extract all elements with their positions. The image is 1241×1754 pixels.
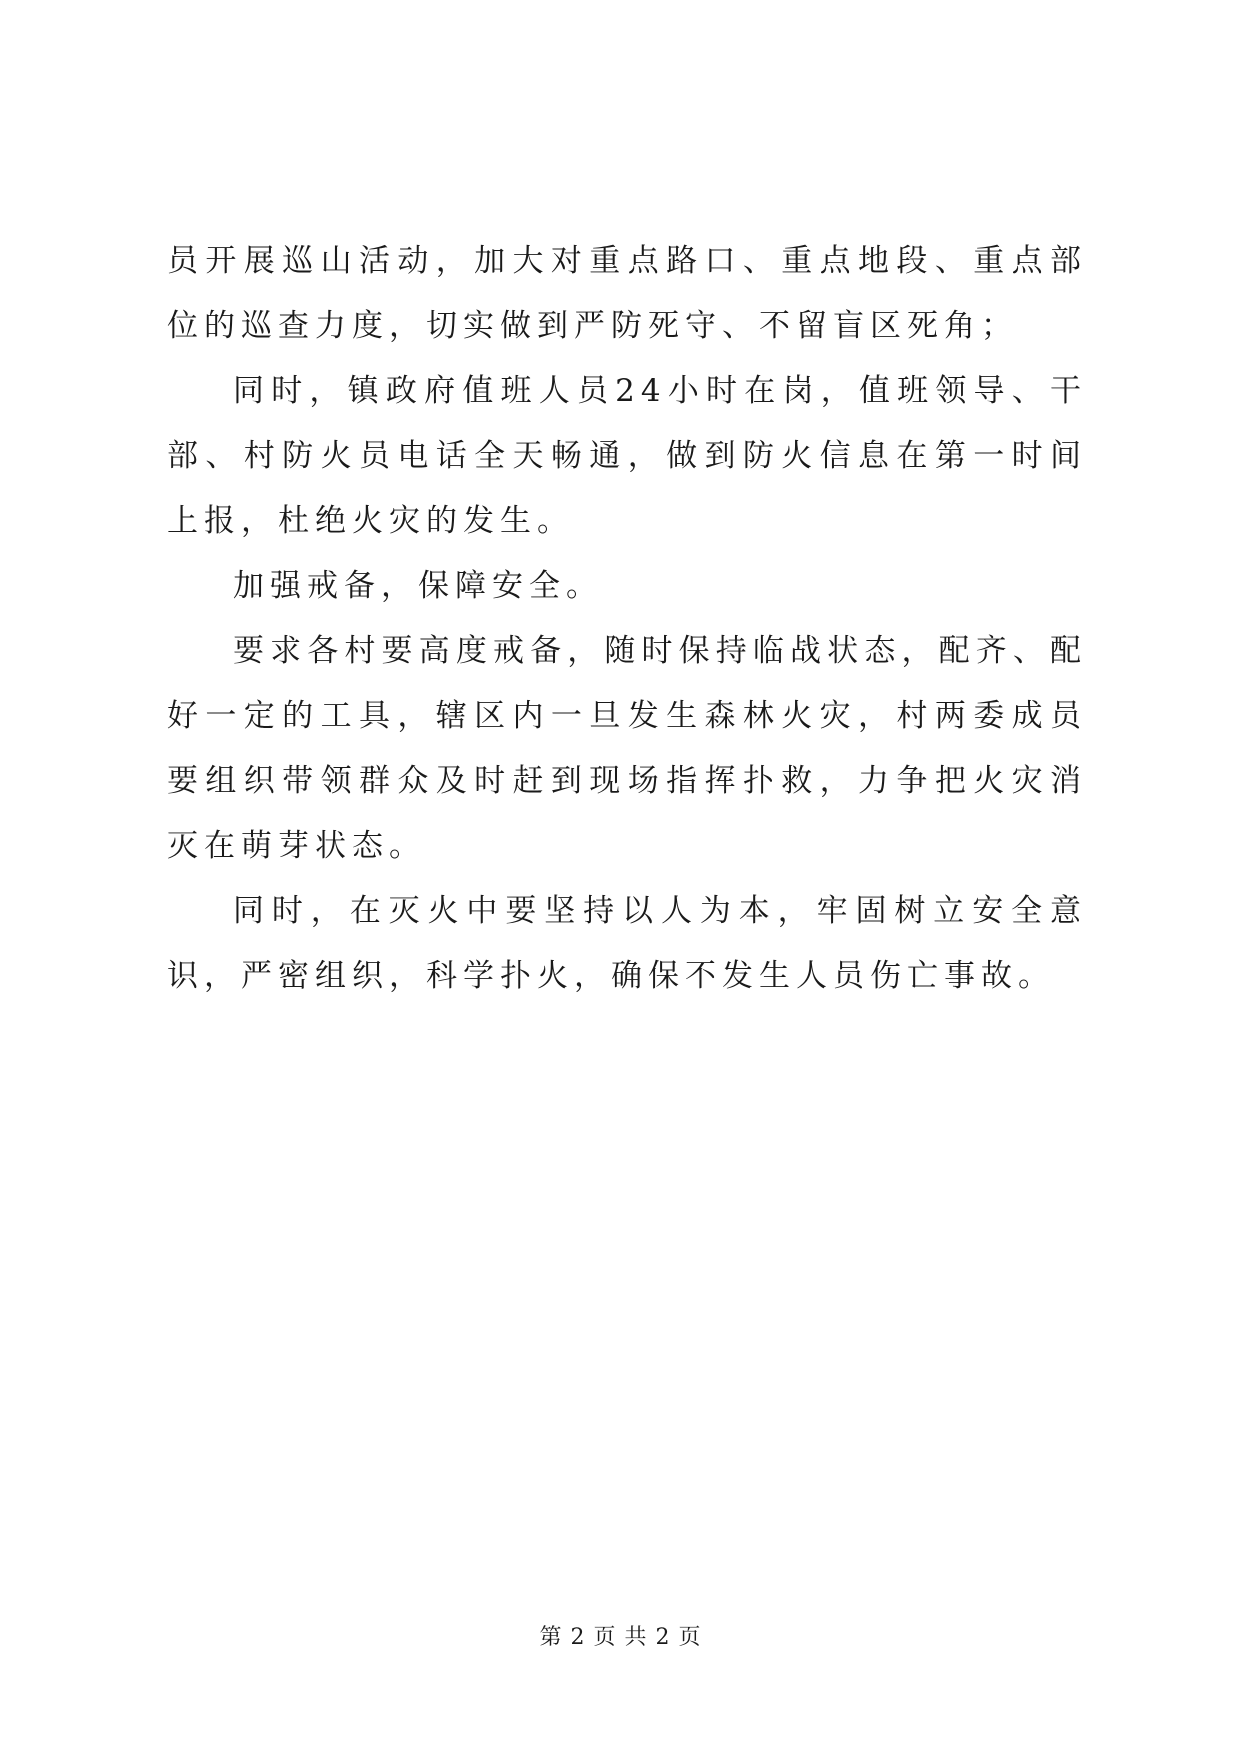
paragraph-1: 员开展巡山活动，加大对重点路口、重点地段、重点部位的巡查力度，切实做到严防死守、不留盲区死角；	[167, 243, 1087, 344]
document-body	[167, 229, 1087, 1009]
paragraph-5: 同时，在灭火中要坚持以人为本，牢固树立安全意识，严密组织，科学扑火，确保不发生人员伤亡事故。	[167, 893, 1087, 994]
page-number-footer: 第 2 页 共 2 页	[539, 1625, 702, 1650]
paragraph-4: 要求各村要高度戒备，随时保持临战状态，配齐、配好一定的工具，辖区内一旦发生森林火灾，村两委成员要组织带领群众及时赶到现场指挥扑救，力争把火灾消灭在萌芽状态。	[167, 633, 1087, 864]
paragraph-2: 同时，镇政府值班人员24小时在岗，值班领导、干部、村防火员电话全天畅通，做到防火信息在第一时间上报，杜绝火灾的发生。	[167, 373, 1087, 539]
paragraph-3: 加强戒备，保障安全。	[233, 568, 603, 604]
